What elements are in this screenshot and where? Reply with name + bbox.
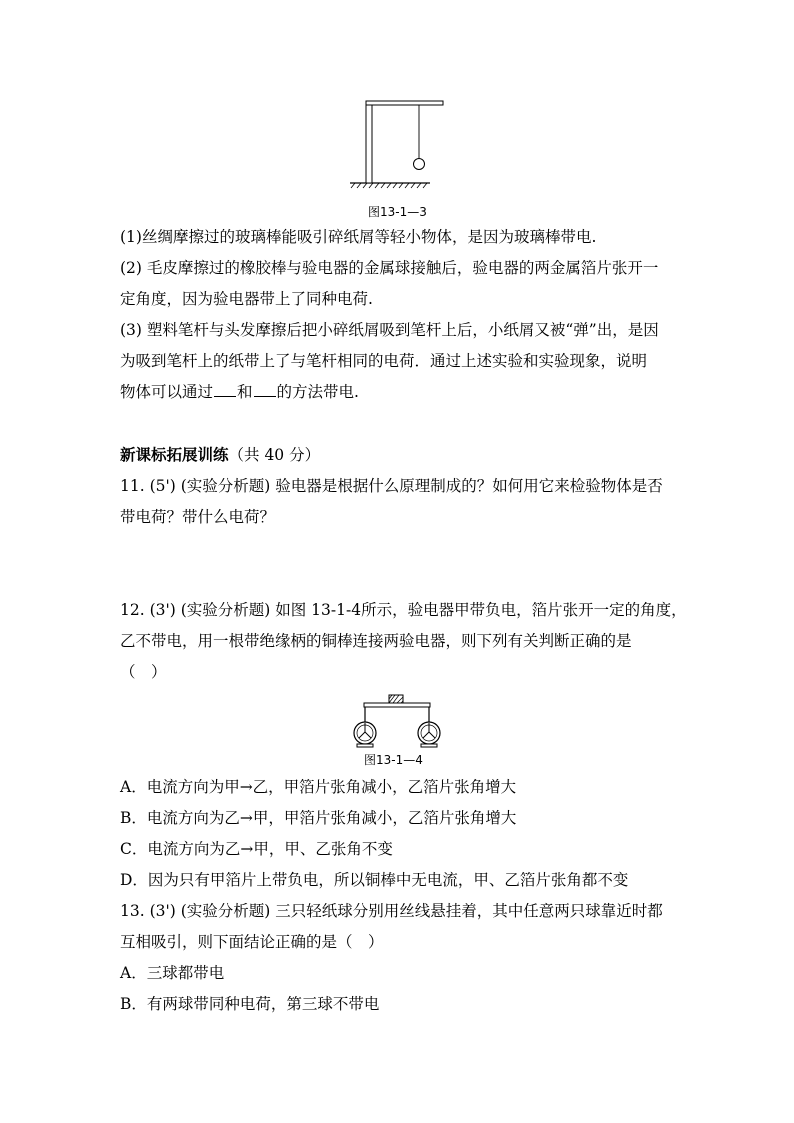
- section-score: （共 40 分）: [228, 446, 321, 464]
- question-11-line-1: 11. (5') (实验分析题) 验电器是根据什么原理制成的？如何用它来检验物体是否: [120, 477, 663, 495]
- fill-blank-2[interactable]: [254, 382, 276, 397]
- paragraph-3-line-3: [120, 382, 680, 402]
- section-title: 新课标拓展训练: [120, 445, 229, 464]
- question-12-option-c[interactable]: C．电流方向为乙→甲，甲、乙张角不变: [120, 840, 393, 858]
- question-13-option-a[interactable]: A．三球都带电: [120, 964, 225, 982]
- paragraph-3-text-b: 和: [237, 383, 253, 401]
- question-12-option-b[interactable]: B．电流方向为乙→甲，甲箔片张角减小，乙箔片张角增大: [120, 809, 517, 827]
- paragraph-3-text-c: 的方法带电.: [276, 383, 359, 401]
- paragraph-3-line-1: (3) 塑料笔杆与头发摩擦后把小碎纸屑吸到笔杆上后，小纸屑又被“弹”出，是因: [120, 321, 659, 339]
- fill-blank-1[interactable]: [214, 382, 236, 397]
- paragraph-3-text-a: 物体可以通过: [120, 383, 214, 401]
- paragraph-2-line-2: 定角度，因为验电器带上了同种电荷.: [120, 290, 373, 308]
- question-11-line-2: 带电荷？带什么电荷？: [120, 508, 276, 526]
- question-12-line-1: 12. (3') (实验分析题) 如图 13-1-4所示，验电器甲带负电，箔片张开一定的角度，: [120, 601, 687, 619]
- paragraph-1: (1)丝绸摩擦过的玻璃棒能吸引碎纸屑等轻小物体，是因为玻璃棒带电.: [120, 228, 597, 246]
- question-12-line-2: 乙不带电，用一根带绝缘柄的铜棒连接两验电器，则下列有关判断正确的是: [120, 632, 632, 650]
- figure-caption-13-1-3: 图13-1—3: [368, 205, 427, 219]
- section-heading: [120, 445, 680, 465]
- electroscope-figure: [345, 693, 445, 753]
- question-13-line-1: 13. (3') (实验分析题) 三只轻纸球分别用丝线悬挂着，其中任意两只球靠近时都: [120, 902, 663, 920]
- paragraph-3-line-2: 为吸到笔杆上的纸带上了与笔杆相同的电荷．通过上述实验和实验现象，说明: [120, 352, 648, 370]
- question-12-option-d[interactable]: D．因为只有甲箔片上带负电，所以铜棒中无电流，甲、乙箔片张角都不变: [120, 871, 629, 889]
- pendulum-figure: [345, 95, 450, 190]
- question-13-option-b[interactable]: B．有两球带同种电荷，第三球不带电: [120, 995, 380, 1013]
- figure-caption-13-1-4: 图13-1—4: [364, 753, 423, 767]
- question-12-line-3: （ ）: [120, 663, 167, 681]
- question-12-option-a[interactable]: A．电流方向为甲→乙，甲箔片张角减小，乙箔片张角增大: [120, 778, 517, 796]
- question-13-line-2: 互相吸引，则下面结论正确的是（ ）: [120, 933, 384, 951]
- paragraph-2-line-1: (2) 毛皮摩擦过的橡胶棒与验电器的金属球接触后，验电器的两金属箔片张开一: [120, 259, 659, 277]
